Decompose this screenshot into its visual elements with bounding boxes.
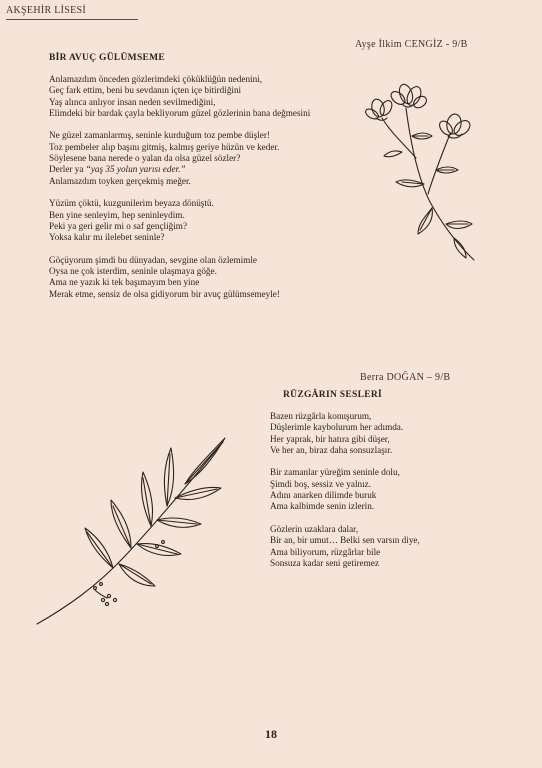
stanza <box>270 467 510 512</box>
poem-line: Her yaprak, bir hatıra gibi düşer, <box>270 433 390 444</box>
poem-line: Ama biliyorum, rüzgârlar bile <box>270 546 381 557</box>
poem-line: Söylesene bana nerede o yalan da olsa güzel sözler? <box>49 153 241 164</box>
poem-line: Bir an, bir umut… Belki sen varsın diye, <box>270 535 420 546</box>
stanza <box>49 255 349 300</box>
poem-line: Ne güzel zamanlarmış, seninle kurduğum toz pembe düşler! <box>49 130 270 141</box>
quoted-phrase: “yaş 35 yolun yarısı eder.” <box>85 164 186 175</box>
poem-line: Bazen rüzgârla konuşurum, <box>270 411 372 421</box>
poem-2-body <box>270 411 510 580</box>
stanza <box>49 130 349 186</box>
poem-line: Şimdi boş, sessiz ve yalnız. <box>270 478 372 489</box>
flower-branch-illustration <box>362 74 482 264</box>
poem-line: Gözlerin uzaklara dalar, <box>270 523 359 534</box>
leaf-branch-illustration <box>35 428 230 628</box>
poem-line: Peki ya geri gelir mi o saf gençliğim? <box>49 220 188 231</box>
poem-line: Göçüyorum şimdi bu dünyadan, sevgine olan özlemimle <box>49 254 257 265</box>
poem-line: Oysa ne çok isterdim, seninle ulaşmaya göğe. <box>49 266 217 277</box>
poem-line: Anlamazdım önceden gözlerimdeki çöküklüğün nedenini, <box>49 74 263 84</box>
poem-line: Yüzüm çöktü, kuzgunilerim beyaza dönüştü. <box>49 198 214 209</box>
poem-line: Ama kalbimde senin izlerin. <box>270 501 375 512</box>
poem-line: Elimdeki bir bardak çayla bekliyorum güzel gözlerinin bana değmesini <box>49 107 311 118</box>
poem-line: Ama ne yazık ki tek başımayım ben yine <box>49 277 200 288</box>
poem-line: Geç fark ettim, beni bu sevdanın içten içe bitirdiğini <box>49 85 242 96</box>
stanza <box>49 74 349 119</box>
school-header: AKŞEHİR LİSESİ <box>6 5 87 16</box>
stanza <box>49 198 349 243</box>
poem-line: Ben yine senleyim, hep seninleydim. <box>49 209 185 220</box>
header-divider <box>6 19 138 20</box>
poem-line: Derler ya “yaş 35 yolun yarısı eder.” <box>49 164 186 175</box>
poem-2-title: RÜZGÂRIN SESLERİ <box>283 390 383 400</box>
poem-line: Anlamazdım toyken gerçekmiş meğer. <box>49 175 191 186</box>
poem-line: Bir zamanlar yüreğim seninle dolu, <box>270 467 400 478</box>
poem-line: Toz pembeler alıp başını gitmiş, kalmış geriye hüzün ve keder. <box>49 141 280 152</box>
stanza <box>270 411 510 456</box>
poem-1-title: BİR AVUÇ GÜLÜMSEME <box>49 53 166 63</box>
page-number: 18 <box>265 727 277 741</box>
stanza <box>270 524 510 569</box>
poem-2-author: Berra DOĞAN – 9/B <box>360 372 451 383</box>
poem-line: Merak etme, sensiz de olsa gidiyorum bir avuç gülümsemeyle! <box>49 288 280 299</box>
poem-line: Adını anarken dilimde buruk <box>270 490 377 501</box>
poem-line: Ve her an, biraz daha sonsuzlaşır. <box>270 444 393 455</box>
poem-1-author: Ayşe İlkim CENGİZ - 9/B <box>355 39 468 50</box>
poem-line: Düşlerimle kaybolurum her adımda. <box>270 422 404 433</box>
poem-line: Yoksa kalır mı ilelebet seninle? <box>49 232 165 243</box>
poem-line: Yaş alınca anlıyor insan neden sevilmediğini, <box>49 96 216 107</box>
poem-1-body <box>49 74 349 311</box>
poem-line: Sonsuza kadar seni getiremez <box>270 557 379 568</box>
